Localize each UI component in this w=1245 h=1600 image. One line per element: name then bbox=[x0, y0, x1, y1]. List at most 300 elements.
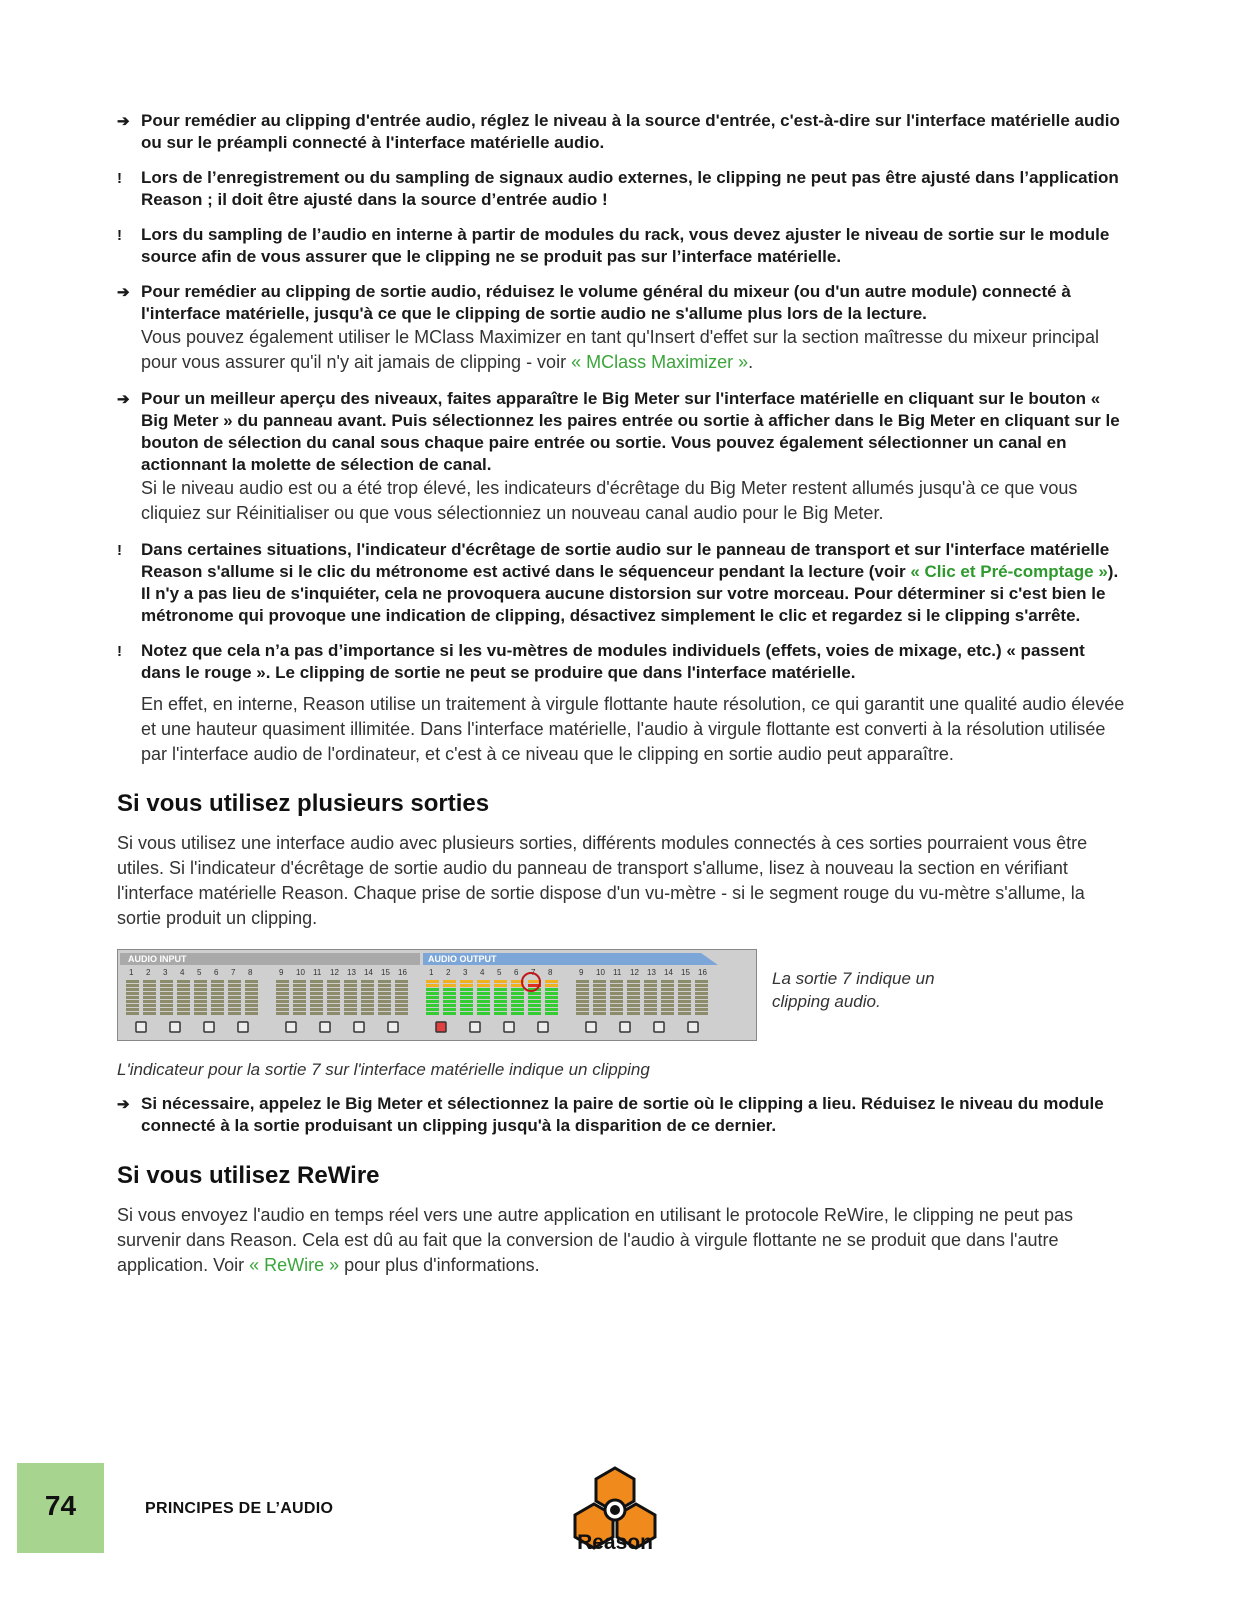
channel-number: 11 bbox=[313, 968, 322, 977]
meter-segment bbox=[126, 1008, 139, 1011]
meter-segment bbox=[511, 996, 524, 999]
meter-segment bbox=[177, 1004, 190, 1007]
meter-segment bbox=[644, 1000, 657, 1003]
meter-segment bbox=[460, 1012, 473, 1015]
meter-segment bbox=[545, 980, 558, 983]
meter-segment bbox=[661, 996, 674, 999]
big-meter-panel bbox=[117, 949, 757, 1041]
meter-segment bbox=[695, 1000, 708, 1003]
arrow-icon: ➔ bbox=[117, 284, 130, 301]
meter-segment bbox=[228, 1000, 241, 1003]
meter-segment bbox=[460, 992, 473, 995]
meter-segment bbox=[494, 984, 507, 987]
meter-segment bbox=[545, 1004, 558, 1007]
channel-select-button[interactable] bbox=[504, 1022, 514, 1032]
meter-segment bbox=[576, 992, 589, 995]
meter-segment bbox=[528, 1012, 541, 1015]
meter-segment bbox=[160, 984, 173, 987]
meter-segment bbox=[276, 1004, 289, 1007]
meter-segment bbox=[627, 1000, 640, 1003]
meter-segment bbox=[327, 1000, 340, 1003]
meter-segment bbox=[327, 1004, 340, 1007]
meter-segment bbox=[143, 992, 156, 995]
meter-segment bbox=[194, 1012, 207, 1015]
meter-segment bbox=[661, 1012, 674, 1015]
meter-segment bbox=[194, 980, 207, 983]
meter-segment bbox=[610, 1008, 623, 1011]
meter-segment bbox=[644, 1012, 657, 1015]
meter-segment bbox=[276, 1000, 289, 1003]
tip-item bbox=[117, 1093, 1127, 1137]
meter-segment bbox=[378, 980, 391, 983]
meter-segment bbox=[661, 984, 674, 987]
meter-segment bbox=[293, 1008, 306, 1011]
note-paragraph: En effet, en interne, Reason utilise un traitement à virgule flottante haute résolution, ce qui garantit une qualité audio élevée et une hauteur quasiment illimitée. Dans l'interface matérielle, l'audio à virgule flottante est converti à la résolution utilisée par l'interface audio de l'ordinateur, et c'est à ce niveau que le clipping en sortie audio peut apparaître. bbox=[141, 694, 1125, 764]
meter-segment bbox=[426, 980, 439, 983]
warning-item bbox=[117, 539, 1127, 627]
meter-segment bbox=[126, 996, 139, 999]
meter-segment bbox=[678, 992, 691, 995]
meter-segment bbox=[228, 1004, 241, 1007]
meter-segment bbox=[477, 1008, 490, 1011]
meter-segment bbox=[460, 988, 473, 991]
channel-number: 7 bbox=[531, 968, 536, 977]
meter-segment bbox=[310, 988, 323, 991]
exclamation-icon: ! bbox=[117, 227, 122, 244]
meter-segment bbox=[211, 992, 224, 995]
meter-segment bbox=[126, 992, 139, 995]
meter-segment bbox=[327, 984, 340, 987]
meter-segment bbox=[245, 988, 258, 991]
exclamation-icon: ! bbox=[117, 643, 122, 660]
channel-number: 13 bbox=[347, 968, 356, 977]
meter-segment bbox=[361, 1012, 374, 1015]
channel-number: 7 bbox=[231, 968, 236, 977]
tip-text: Si nécessaire, appelez le Big Meter et sélectionnez la paire de sortie où le clipping a lieu. Réduisez le niveau du module connecté à la sortie produisant un clipping jusqu'à la disparition de ce dernier. bbox=[141, 1094, 1104, 1135]
detail-text: Vous pouvez également utiliser le MClass Maximizer en tant qu'Insert d'effet sur la section maîtresse du mixeur principal pour vous assurer qu'il n'y ait jamais de clipping - voir bbox=[141, 327, 1099, 372]
meter-segment bbox=[228, 984, 241, 987]
meter-segment bbox=[610, 1000, 623, 1003]
meter-segment bbox=[293, 1012, 306, 1015]
channel-number: 4 bbox=[480, 968, 485, 977]
channel-number: 8 bbox=[548, 968, 553, 977]
page-content bbox=[117, 110, 1127, 1278]
meter-segment bbox=[344, 1000, 357, 1003]
meter-segment bbox=[245, 1004, 258, 1007]
meter-segment bbox=[644, 988, 657, 991]
meter-segment bbox=[627, 984, 640, 987]
meter-segment bbox=[160, 1004, 173, 1007]
meter-segment bbox=[211, 980, 224, 983]
meter-segment bbox=[443, 1012, 456, 1015]
exclamation-icon: ! bbox=[117, 542, 122, 559]
meter-segment bbox=[644, 992, 657, 995]
meter-segment bbox=[395, 1000, 408, 1003]
meter-segment bbox=[627, 980, 640, 983]
channel-number: 1 bbox=[429, 968, 434, 977]
meter-segment bbox=[211, 988, 224, 991]
meter-segment bbox=[477, 992, 490, 995]
meter-segment bbox=[627, 996, 640, 999]
meter-segment bbox=[695, 984, 708, 987]
meter-segment bbox=[327, 996, 340, 999]
meter-segment bbox=[211, 1008, 224, 1011]
meter-segment bbox=[678, 984, 691, 987]
meter-segment bbox=[644, 1004, 657, 1007]
channel-number: 9 bbox=[579, 968, 584, 977]
meter-segment bbox=[460, 984, 473, 987]
tip-detail bbox=[141, 325, 1127, 375]
channel-number: 1 bbox=[129, 968, 134, 977]
section-paragraph: Si vous utilisez une interface audio avec plusieurs sorties, différents modules connectés à ces sorties pourraient vous être utiles. Si l'indicateur d'écrêtage de sortie audio du panneau de transport s'allume, lisez à nouveau la section en vérifiant l'interface matérielle Reason. Chaque prise de sortie dispose d'un vu-mètre - si le segment rouge du vu-mètre s'allume, la sortie produit un clipping. bbox=[117, 833, 1088, 928]
meter-segment bbox=[443, 1004, 456, 1007]
meter-segment bbox=[378, 1008, 391, 1011]
meter-segment bbox=[661, 1000, 674, 1003]
meter-segment bbox=[494, 992, 507, 995]
meter-segment bbox=[378, 996, 391, 999]
channel-number: 16 bbox=[698, 968, 707, 977]
channel-number: 2 bbox=[446, 968, 451, 977]
meter-segment bbox=[494, 1008, 507, 1011]
meter-segment bbox=[395, 996, 408, 999]
meter-segment bbox=[695, 1008, 708, 1011]
meter-segment bbox=[678, 988, 691, 991]
arrow-icon: ➔ bbox=[117, 391, 130, 408]
meter-segment bbox=[211, 1000, 224, 1003]
meter-segment bbox=[361, 980, 374, 983]
meter-segment bbox=[477, 988, 490, 991]
channel-select-button[interactable] bbox=[170, 1022, 180, 1032]
meter-segment bbox=[661, 992, 674, 995]
meter-segment bbox=[443, 984, 456, 987]
meter-segment bbox=[593, 1000, 606, 1003]
meter-segment bbox=[160, 996, 173, 999]
channel-select-button[interactable] bbox=[136, 1022, 146, 1032]
meter-segment bbox=[627, 1008, 640, 1011]
channel-number: 13 bbox=[647, 968, 656, 977]
meter-segment bbox=[310, 1012, 323, 1015]
meter-segment bbox=[545, 1000, 558, 1003]
meter-segment bbox=[211, 996, 224, 999]
channel-number: 14 bbox=[364, 968, 373, 977]
channel-number: 12 bbox=[330, 968, 339, 977]
meter-segment bbox=[426, 984, 439, 987]
meter-segment bbox=[695, 1012, 708, 1015]
meter-segment bbox=[678, 1004, 691, 1007]
meter-segment bbox=[344, 988, 357, 991]
channel-select-button[interactable] bbox=[320, 1022, 330, 1032]
meter-segment bbox=[310, 1004, 323, 1007]
channel-select-button[interactable] bbox=[538, 1022, 548, 1032]
meter-segment bbox=[511, 1004, 524, 1007]
section-paragraph bbox=[117, 1203, 1127, 1278]
meter-segment bbox=[361, 1008, 374, 1011]
meter-segment bbox=[511, 1000, 524, 1003]
channel-select-button[interactable] bbox=[354, 1022, 364, 1032]
meter-segment bbox=[378, 984, 391, 987]
channel-select-button[interactable] bbox=[238, 1022, 248, 1032]
meter-segment bbox=[395, 992, 408, 995]
meter-segment bbox=[477, 1004, 490, 1007]
warning-item bbox=[117, 167, 1127, 211]
section-heading-rewire: Si vous utilisez ReWire bbox=[117, 1162, 380, 1189]
channel-number: 10 bbox=[596, 968, 605, 977]
meter-segment bbox=[695, 1004, 708, 1007]
meter-segment bbox=[276, 996, 289, 999]
meter-segment bbox=[228, 992, 241, 995]
meter-segment bbox=[528, 1000, 541, 1003]
meter-segment bbox=[576, 1012, 589, 1015]
meter-segment bbox=[276, 1008, 289, 1011]
warning-text: Notez que cela n’a pas d’importance si les vu-mètres de modules individuels (effets, voies de mixage, etc.) « passent dans le rouge ». Le clipping de sortie ne peut se produire que dans l'interface matérielle. bbox=[141, 641, 1085, 682]
meter-segment bbox=[177, 988, 190, 991]
meter-segment bbox=[327, 1012, 340, 1015]
channel-select-button[interactable] bbox=[654, 1022, 664, 1032]
meter-segment bbox=[194, 1008, 207, 1011]
meter-segment bbox=[160, 992, 173, 995]
channel-select-button[interactable] bbox=[586, 1022, 596, 1032]
warning-item bbox=[117, 224, 1127, 268]
page-number: 74 bbox=[44, 1490, 77, 1521]
meter-segment bbox=[276, 1012, 289, 1015]
meter-segment bbox=[593, 1008, 606, 1011]
meter-segment bbox=[211, 984, 224, 987]
meter-segment bbox=[160, 980, 173, 983]
meter-segment bbox=[276, 988, 289, 991]
meter-segment bbox=[443, 980, 456, 983]
channel-select-button[interactable] bbox=[620, 1022, 630, 1032]
channel-number: 2 bbox=[146, 968, 151, 977]
meter-segment bbox=[378, 1000, 391, 1003]
meter-segment bbox=[378, 1012, 391, 1015]
meter-segment bbox=[545, 992, 558, 995]
meter-segment bbox=[610, 980, 623, 983]
meter-segment bbox=[661, 1008, 674, 1011]
meter-segment bbox=[545, 1012, 558, 1015]
meter-segment bbox=[695, 992, 708, 995]
meter-segment bbox=[443, 1008, 456, 1011]
meter-segment bbox=[494, 996, 507, 999]
meter-segment bbox=[126, 988, 139, 991]
channel-number: 15 bbox=[381, 968, 390, 977]
meter-segment bbox=[644, 980, 657, 983]
channel-number: 11 bbox=[613, 968, 622, 977]
channel-number: 14 bbox=[664, 968, 673, 977]
meter-segment bbox=[327, 980, 340, 983]
meter-segment bbox=[126, 1004, 139, 1007]
meter-segment bbox=[576, 988, 589, 991]
meter-segment bbox=[327, 1008, 340, 1011]
clic-precomptage-link[interactable]: « Clic et Pré-comptage » bbox=[910, 562, 1108, 581]
meter-segment bbox=[610, 996, 623, 999]
meter-segment bbox=[194, 988, 207, 991]
meter-segment bbox=[310, 996, 323, 999]
meter-segment bbox=[344, 1004, 357, 1007]
meter-segment bbox=[245, 1008, 258, 1011]
meter-segment bbox=[194, 1000, 207, 1003]
meter-segment bbox=[395, 988, 408, 991]
meter-segment bbox=[627, 1012, 640, 1015]
meter-segment bbox=[344, 996, 357, 999]
meter-segment bbox=[293, 988, 306, 991]
meter-segment bbox=[576, 984, 589, 987]
warning-text-start: Dans certaines situations, l'indicateur d'écrêtage de sortie audio sur le panneau de transport et sur l'interface matérielle Reason s'allume si le clic du métronome est activé dans le séquenceur pendant la lecture (voir bbox=[141, 540, 1110, 581]
meter-segment bbox=[293, 992, 306, 995]
meter-segment bbox=[576, 996, 589, 999]
meter-segment bbox=[593, 1012, 606, 1015]
channel-select-button[interactable] bbox=[388, 1022, 398, 1032]
meter-segment bbox=[378, 988, 391, 991]
meter-segment bbox=[245, 1012, 258, 1015]
meter-segment bbox=[593, 996, 606, 999]
meter-segment bbox=[245, 996, 258, 999]
meter-segment bbox=[344, 980, 357, 983]
channel-select-button[interactable] bbox=[436, 1022, 446, 1032]
meter-segment bbox=[460, 1008, 473, 1011]
warning-text bbox=[141, 539, 1127, 627]
meter-segment bbox=[293, 1000, 306, 1003]
meter-segment bbox=[511, 1008, 524, 1011]
meter-segment bbox=[344, 992, 357, 995]
meter-segment bbox=[126, 980, 139, 983]
meter-segment bbox=[678, 1008, 691, 1011]
meter-segment bbox=[177, 980, 190, 983]
figure bbox=[117, 949, 1127, 1049]
meter-segment bbox=[494, 1012, 507, 1015]
meter-segment bbox=[310, 1008, 323, 1011]
meter-segment bbox=[477, 1000, 490, 1003]
tip-text: Pour remédier au clipping d'entrée audio, réglez le niveau à la source d'entrée, c'est-à-dire sur l'interface matérielle audio ou sur le préampli connecté à l'interface matérielle audio. bbox=[141, 111, 1120, 152]
channel-number: 16 bbox=[398, 968, 407, 977]
arrow-icon: ➔ bbox=[117, 113, 130, 130]
meter-segment bbox=[426, 1008, 439, 1011]
meter-segment bbox=[143, 1000, 156, 1003]
meter-segment bbox=[627, 1004, 640, 1007]
meter-segment bbox=[494, 988, 507, 991]
meter-segment bbox=[477, 1012, 490, 1015]
meter-segment bbox=[511, 988, 524, 991]
channel-select-button[interactable] bbox=[470, 1022, 480, 1032]
meter-segment bbox=[378, 992, 391, 995]
meter-segment bbox=[426, 996, 439, 999]
meter-segment bbox=[143, 980, 156, 983]
meter-segment bbox=[126, 984, 139, 987]
meter-segment bbox=[395, 1004, 408, 1007]
channel-select-button[interactable] bbox=[688, 1022, 698, 1032]
meter-segment bbox=[443, 1000, 456, 1003]
channel-number: 3 bbox=[463, 968, 468, 977]
meter-segment bbox=[177, 1008, 190, 1011]
channel-number: 12 bbox=[630, 968, 639, 977]
meter-segment bbox=[576, 1008, 589, 1011]
tip-item bbox=[117, 110, 1127, 154]
meter-segment bbox=[344, 984, 357, 987]
meter-segment bbox=[276, 992, 289, 995]
meter-segment bbox=[443, 992, 456, 995]
channel-number: 5 bbox=[497, 968, 502, 977]
meter-segment bbox=[194, 996, 207, 999]
meter-segment bbox=[228, 980, 241, 983]
meter-segment bbox=[327, 988, 340, 991]
meter-segment bbox=[545, 988, 558, 991]
meter-segment bbox=[310, 984, 323, 987]
meter-segment bbox=[545, 1008, 558, 1011]
meter-segment bbox=[460, 996, 473, 999]
section-heading-outputs: Si vous utilisez plusieurs sorties bbox=[117, 790, 490, 817]
meter-segment bbox=[644, 984, 657, 987]
meter-segment bbox=[126, 1000, 139, 1003]
meter-segment bbox=[276, 984, 289, 987]
meter-segment bbox=[610, 1004, 623, 1007]
meter-segment bbox=[211, 1012, 224, 1015]
meter-segment bbox=[627, 988, 640, 991]
meter-segment bbox=[610, 984, 623, 987]
warning-text-end: ). Il n'y a pas lieu de s'inquiéter, cela ne provoquera aucune distorsion sur votre morceau. Pour déterminer si c'est bien le métronome qui provoque une indication de clipping, désactivez simplement le clic et regardez si le clipping s'arrête. bbox=[141, 562, 1119, 625]
meter-segment bbox=[460, 1000, 473, 1003]
channel-select-button[interactable] bbox=[204, 1022, 214, 1032]
channel-number: 10 bbox=[296, 968, 305, 977]
channel-number: 5 bbox=[197, 968, 202, 977]
tip-detail: Si le niveau audio est ou a été trop élevé, les indicateurs d'écrêtage du Big Meter restent allumés jusqu'à ce que vous cliquiez sur Réinitialiser ou que vous sélectionniez un nouveau canal audio pour le Big Meter. bbox=[141, 478, 1078, 523]
tip-item bbox=[117, 388, 1127, 526]
rewire-link[interactable]: « ReWire » bbox=[249, 1255, 340, 1275]
meter-segment bbox=[395, 984, 408, 987]
figure-side-caption: La sortie 7 indique un clipping audio. bbox=[772, 969, 935, 1011]
meter-segment bbox=[194, 992, 207, 995]
meter-segment bbox=[610, 992, 623, 995]
meter-segment bbox=[593, 992, 606, 995]
meter-segment bbox=[344, 1008, 357, 1011]
meter-segment bbox=[228, 988, 241, 991]
meter-segment bbox=[143, 1008, 156, 1011]
meter-segment bbox=[361, 988, 374, 991]
detail-end: . bbox=[748, 352, 754, 372]
meter-segment bbox=[661, 988, 674, 991]
meter-segment bbox=[310, 1000, 323, 1003]
meter-segment bbox=[361, 992, 374, 995]
channel-select-button[interactable] bbox=[286, 1022, 296, 1032]
meter-segment bbox=[426, 992, 439, 995]
figure-caption: L'indicateur pour la sortie 7 sur l'interface matérielle indique un clipping bbox=[117, 1060, 650, 1079]
meter-segment bbox=[293, 984, 306, 987]
meter-segment bbox=[395, 1008, 408, 1011]
meter-segment bbox=[644, 996, 657, 999]
tip-text: Pour un meilleur aperçu des niveaux, faites apparaître le Big Meter sur l'interface matérielle en cliquant sur le bouton « Big Meter » du panneau avant. Puis sélectionnez les paires entrée ou sortie à afficher dans le Big Meter en cliquant sur le bouton de sélection du canal sous chaque paire entrée ou sortie. Vous pouvez également sélectionner un canal en actionnant la molette de sélection de canal. bbox=[141, 389, 1120, 474]
meter-segment bbox=[678, 996, 691, 999]
meter-segment bbox=[511, 992, 524, 995]
meter-segment bbox=[143, 1004, 156, 1007]
channel-number: 6 bbox=[214, 968, 219, 977]
meter-segment bbox=[361, 984, 374, 987]
meter-segment bbox=[494, 1000, 507, 1003]
meter-segment bbox=[426, 988, 439, 991]
meter-segment bbox=[177, 996, 190, 999]
meter-segment bbox=[395, 980, 408, 983]
meter-segment bbox=[477, 996, 490, 999]
meter-segment bbox=[426, 1012, 439, 1015]
meter-segment bbox=[610, 988, 623, 991]
meter-segment bbox=[160, 988, 173, 991]
meter-segment bbox=[194, 1004, 207, 1007]
warning-text: Lors de l’enregistrement ou du sampling de signaux audio externes, le clipping ne peut pas être ajusté dans l’application Reason ; il doit être ajusté dans la source d’entrée audio ! bbox=[141, 168, 1119, 209]
mclass-maximizer-link[interactable]: « MClass Maximizer » bbox=[571, 352, 749, 372]
meter-segment bbox=[228, 996, 241, 999]
meter-segment bbox=[644, 1008, 657, 1011]
meter-segment bbox=[494, 980, 507, 983]
meter-segment bbox=[593, 988, 606, 991]
meter-segment bbox=[695, 988, 708, 991]
meter-segment bbox=[378, 1004, 391, 1007]
